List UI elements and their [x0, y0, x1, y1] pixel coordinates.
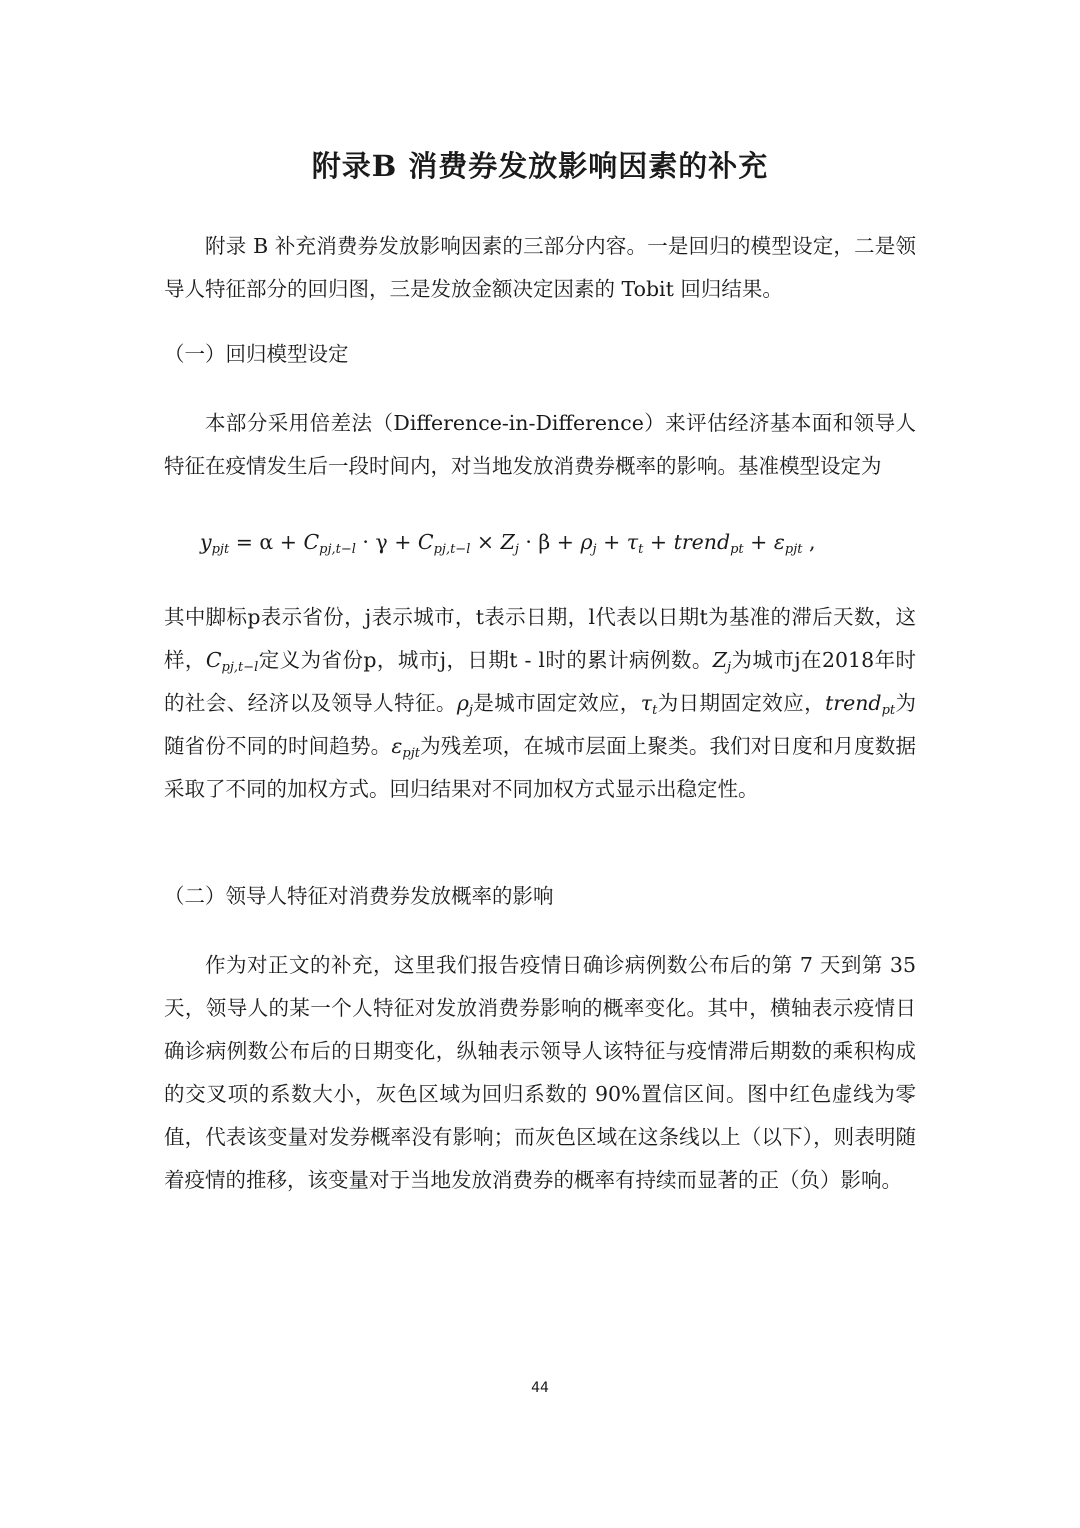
page-title: 附录B 消费券发放影响因素的补充 — [311, 149, 769, 183]
section-1-paragraph: 本部分采用倍差法（Difference-in-Difference）来评估经济基本面和领导人特征在疫情发生后一段时间内，对当地发放消费券概率的影响。基准模型设定为 — [164, 411, 916, 478]
section-2-heading: （二）领导人特征对消费券发放概率的影响 — [164, 884, 554, 908]
section-1-heading: （一）回归模型设定 — [164, 342, 349, 366]
section-2-paragraph: 作为对正文的补充，这里我们报告疫情日确诊病例数公布后的第 7 天到第 35 天，领导人的某一个人特征对发放消费券影响的概率变化。其中，横轴表示疫情日确诊病例数公布后的日期变化，纵轴表示领导人该特征与疫情滞后期数的乘积构成的交叉项的系数大小，灰色区域为回归系数的 90%置信区间。图中红色虚线为零值，代表该变量对发券概率没有影响；而灰色区域在这条线以上（以下），则表明随着疫情的推移，该变量对于当地发放消费券的概率有持续而显著的正（负）影响。 — [164, 953, 916, 1192]
variable-definitions-paragraph: 其中脚标p表示省份，j表示城市，t表示日期，l代表以日期t为基准的滞后天数，这样，$C_{pj,t-l}$定义为省份p，城市j，日期t - l时的累计病例数。$Z_j$为城市j在2018年时的社会、经济以及领导人特征。$\rho_j$是城市固定效应，$\tau_t$为日期固定效应，trend$_{pt}$为随省份不同的时间趋势。$\varepsilon_{pjt}$为残差项，在城市层面上聚类。我们对日度和月度数据采取了不同的加权方式。回归结果对不同加权方式显示出稳定性。 — [164, 605, 917, 801]
regression-formula: $y_{pjt} = \alpha + C_{pj,t-l} \cdot \gamma + C_{pj,t-l} \times Z_j \cdot \beta + \rho_j + \tau_t$ + trend$_{pt}$ + $\varepsilon_{pjt}$ , — [200, 530, 816, 557]
page-number: 44 — [531, 1380, 549, 1396]
intro-paragraph: 附录 B 补充消费券发放影响因素的三部分内容。一是回归的模型设定，二是领导人特征部分的回归图，三是发放金额决定因素的 Tobit 回归结果。 — [164, 234, 916, 301]
